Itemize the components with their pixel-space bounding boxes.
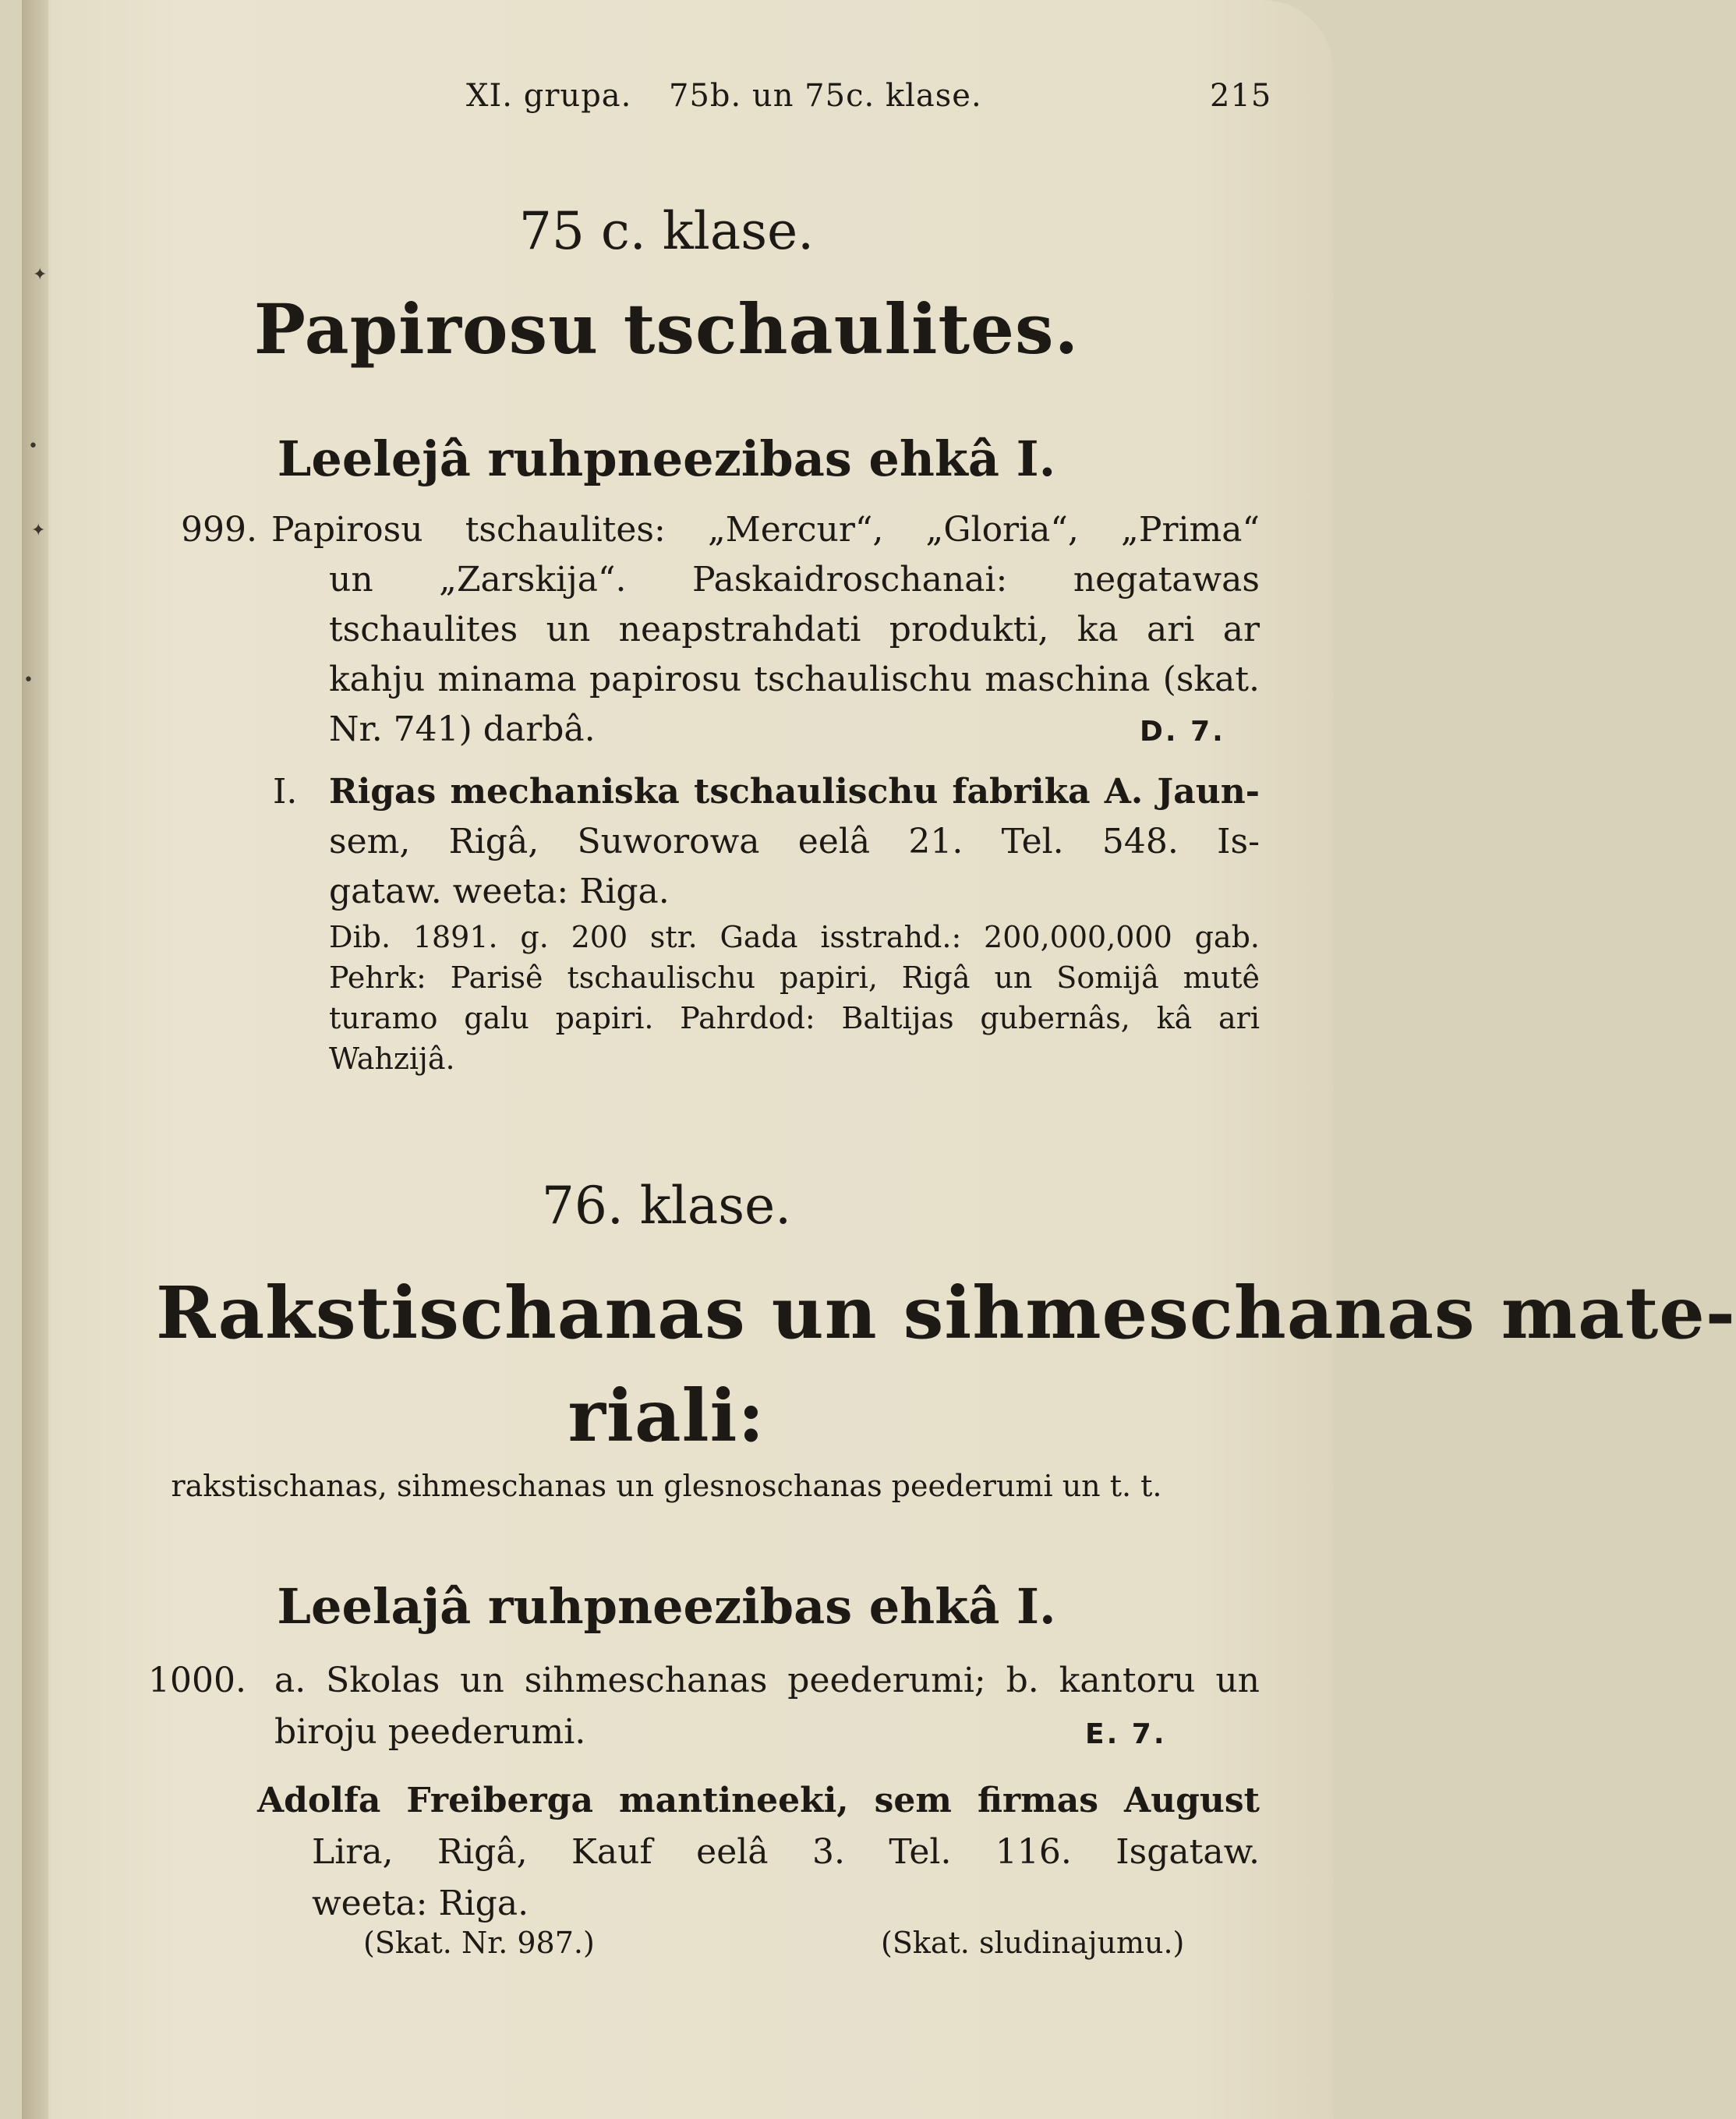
exhibitor-detail: Wahzijâ. — [329, 1042, 455, 1076]
location-code: E. 7. — [1085, 1718, 1167, 1750]
entry-number-1000: 1000. — [148, 1661, 246, 1700]
building-heading-75c: Leelejâ ruhpneezibas ehkâ I. — [277, 430, 1056, 487]
entry-1000-line: a. Skolas un sihmeschanas peederumi; b. kantoru un — [274, 1661, 1260, 1700]
entry-999-line: Papirosu tschaulites: „Mercur“, „Gloria“, „Prima“ — [271, 510, 1260, 550]
margin-mark: • — [23, 670, 34, 690]
exhibitor-line: Rigas mechaniska tschaulischu fabrika A. Jaun- — [329, 772, 1260, 812]
building-heading-76: Leelajâ ruhpneezibas ehkâ I. — [277, 1578, 1056, 1635]
exhibitor-detail: Pehrk: Parisê tschaulischu papiri, Rigâ un Somijâ mutê — [329, 960, 1260, 995]
entry-1000-line: biroju peederumi. — [274, 1712, 586, 1752]
entry-999-line: Nr. 741) darbâ. — [329, 709, 596, 749]
class-number-76: 76. klase. — [541, 1176, 792, 1236]
exhibitor-line: weeta: Riga. — [312, 1884, 529, 1923]
exhibitor-detail: Dib. 1891. g. 200 str. Gada isstrahd.: 200,000,000 gab. — [329, 920, 1260, 954]
entry-999-line: kahju minama papirosu tschaulischu maschina (skat. — [329, 660, 1260, 699]
section-title-76-line2: riali: — [567, 1374, 765, 1458]
exhibitor-line: Lira, Rigâ, Kauf eelâ 3. Tel. 116. Isgataw. — [312, 1832, 1260, 1872]
exhibitor-number: I. — [273, 772, 298, 812]
margin-mark: • — [28, 437, 38, 456]
section-subtitle-76: rakstischanas, sihmeschanas un glesnoschanas peederumi un t. t. — [171, 1469, 1162, 1503]
cross-reference: (Skat. sludinajumu.) — [881, 1926, 1185, 1960]
entry-999-line: un „Zarskija“. Paskaidroschanai: negatawas — [329, 560, 1260, 600]
exhibitor-line: Adolfa Freiberga mantineeki, sem firmas August — [257, 1781, 1260, 1820]
cross-reference: (Skat. Nr. 987.) — [363, 1926, 595, 1960]
page-number: 215 — [1210, 78, 1272, 114]
location-code: D. 7. — [1140, 716, 1225, 748]
entry-number-999: 999. — [181, 510, 257, 550]
margin-mark: ✦ — [31, 521, 46, 540]
class-number-75c: 75 c. klase. — [518, 201, 815, 261]
margin-mark: ✦ — [33, 265, 48, 285]
section-title-75c: Papirosu tschaulites. — [253, 288, 1080, 370]
header-class: 75b. un 75c. klase. — [669, 78, 982, 114]
exhibitor-detail: turamo galu papiri. Pahrdod: Baltijas gubernâs, kâ ari — [329, 1001, 1260, 1035]
section-title-76-line1: Rakstischanas un sihmeschanas mate- — [156, 1271, 1736, 1355]
header-group: XI. grupa. — [466, 78, 632, 114]
entry-999-line: tschaulites un neapstrahdati produkti, ka ari ar — [329, 610, 1260, 649]
exhibitor-line: sem, Rigâ, Suworowa eelâ 21. Tel. 548. Is- — [329, 822, 1260, 861]
exhibitor-line: gataw. weeta: Riga. — [329, 872, 670, 911]
